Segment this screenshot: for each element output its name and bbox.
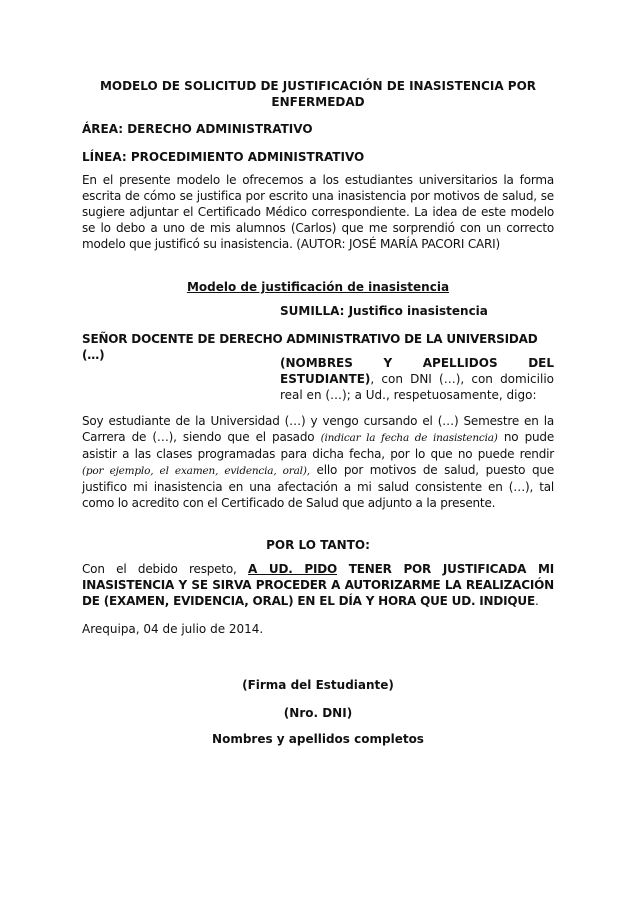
date-hint: (indicar la fecha de inasistencia): [320, 432, 498, 444]
dni-line: (Nro. DNI): [283, 706, 353, 720]
request-end: .: [534, 594, 539, 608]
student-details: , con DNI (…), con domicilio real en (…); a Ud., respetuosamente, digo:: [280, 372, 554, 402]
document-page: [82, 0, 554, 903]
request-body: TENER POR JUSTIFICADA MI INASISTENCIA Y SE SIRVA PROCEDER A AUTORIZARME LA REALIZACIÓN DE (EXAMEN, EVIDENCIA, ORAL) EN EL DÍA Y HORA QUE UD. INDIQUE: [82, 562, 554, 608]
request-intro: Con el debido respeto,: [82, 562, 249, 576]
intro-paragraph: En el presente modelo le ofrecemos a los estudiantes universitarios la forma escrita de cómo se justifica por escrito una inasistencia por motivos de salud, se sugiere adjuntar el Certificado Médico correspondiente. La idea de este modelo se lo debo a uno de mis alumnos (Carlos) que me sorprendió con un correcto modelo que justificó su inasistencia. (AUTOR: JOSÉ MARÍA PACORI CARI): [82, 173, 554, 251]
title-line-2: ENFERMEDAD: [271, 95, 365, 109]
student-name-placeholder: (NOMBRES Y APELLIDOS DEL ESTUDIANTE): [280, 356, 554, 386]
request-paragraph: [82, 561, 554, 609]
document-title: [82, 78, 554, 110]
model-heading-text: Modelo de justificación de inasistencia: [186, 280, 450, 294]
body-part-2: no pude asistir a las clases programadas para dicha fecha, por lo que no puede rendir: [82, 430, 555, 461]
request-pido: A UD. PIDO: [248, 562, 338, 576]
body-part-1: Soy estudiante de la Universidad (…) y vengo cursando el (…) Semestre en la Carrera de (…), siendo que el pasado: [82, 414, 554, 444]
signature-line: (Firma del Estudiante): [242, 678, 394, 692]
body-part-3: ello por motivos de salud, puesto que justifico mi inasistencia en una afectación a mi salud consistente en (…), tal como lo acredito con el Certificado de Salud que adjunto a la presente.: [82, 463, 554, 510]
evaluation-hint: (por ejemplo, el examen, evidencia, oral),: [82, 465, 310, 477]
body-paragraph: [82, 413, 554, 511]
por-lo-tanto: POR LO TANTO:: [266, 538, 370, 552]
date-line: Arequipa, 04 de julio de 2014.: [82, 622, 264, 636]
sumilla: SUMILLA: Justifico inasistencia: [280, 304, 488, 318]
area-line: ÁREA: DERECHO ADMINISTRATIVO: [82, 122, 313, 136]
title-line-1: MODELO DE SOLICITUD DE JUSTIFICACIÓN DE INASISTENCIA POR: [99, 79, 537, 93]
full-name-line: Nombres y apellidos completos: [212, 732, 424, 746]
linea-line: LÍNEA: PROCEDIMIENTO ADMINISTRATIVO: [82, 150, 365, 164]
student-identification: [280, 355, 554, 403]
addressee: SEÑOR DOCENTE DE DERECHO ADMINISTRATIVO DE LA UNIVERSIDAD (…): [82, 332, 538, 362]
model-heading: [82, 279, 554, 295]
